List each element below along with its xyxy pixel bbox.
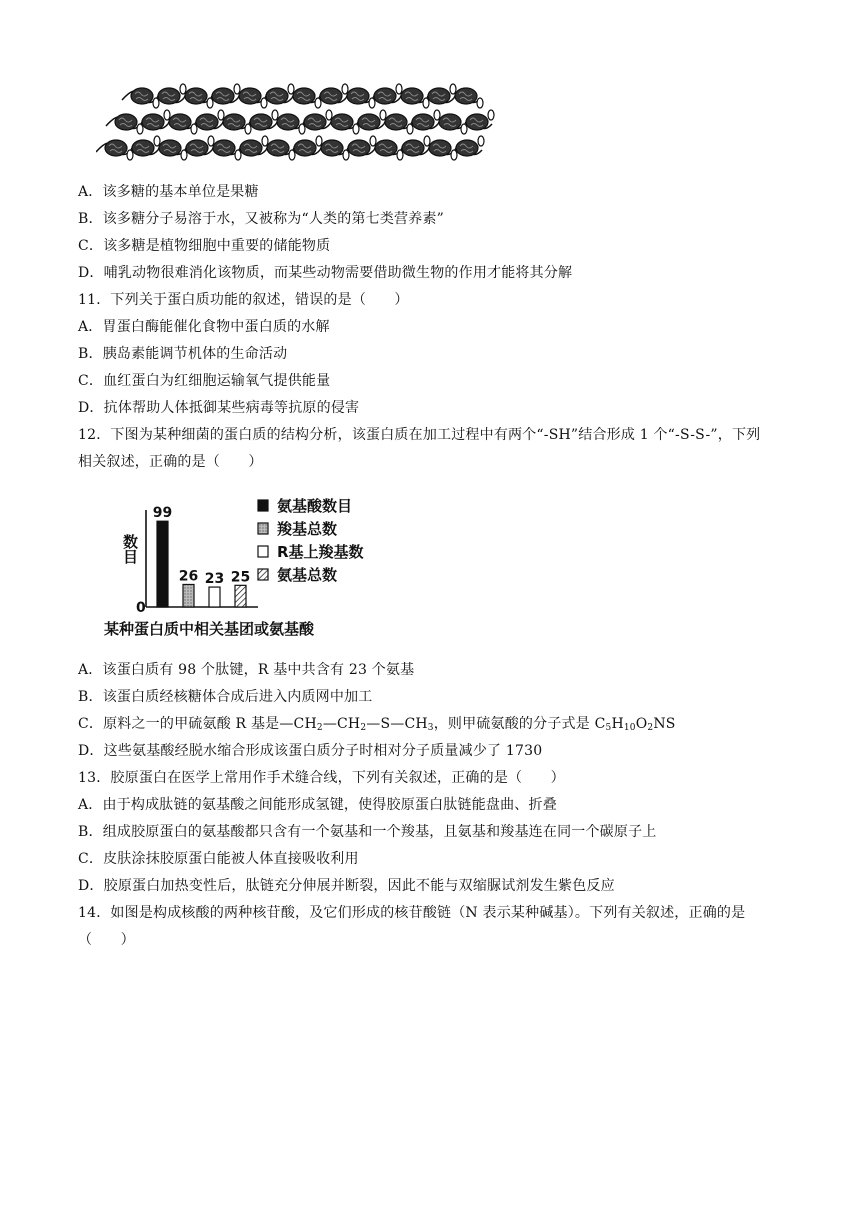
q11-option-d: D．抗体帮助人体抵御某些病毒等抗原的侵害: [78, 400, 360, 416]
glucose-unit: [223, 114, 245, 130]
legend-label-0: 氨基酸数目: [277, 497, 353, 515]
bar-1: [183, 584, 194, 607]
bar-2: [209, 587, 220, 607]
y-origin-label: 0: [136, 600, 146, 616]
linkage-oval: [478, 136, 484, 146]
y-axis-label: 数目: [121, 534, 139, 564]
glucose-unit: [293, 88, 315, 104]
glucose-unit: [304, 114, 326, 130]
linkage-oval: [234, 84, 240, 94]
q12-option-d: D．这些氨基酸经脱水缩合形成该蛋白质分子时相对分子质量减少了 1730: [78, 743, 543, 759]
linkage-oval: [380, 110, 386, 120]
bar-value-label-0: 99: [152, 505, 173, 522]
linkage-oval: [434, 110, 440, 120]
linkage-oval: [450, 84, 456, 94]
glucose-unit: [348, 140, 370, 156]
linkage-oval: [353, 124, 359, 134]
linkage-oval: [288, 84, 294, 94]
glucose-unit: [320, 88, 342, 104]
glucose-unit: [412, 114, 434, 130]
glucose-unit: [196, 114, 218, 130]
linkage-oval: [272, 110, 278, 120]
linkage-oval: [245, 124, 251, 134]
linkage-oval: [137, 124, 143, 134]
linkage-oval: [127, 150, 133, 160]
linkage-oval: [208, 136, 214, 146]
linkage-oval: [299, 124, 305, 134]
glucose-unit: [455, 88, 477, 104]
bar-value-label-3: 25: [230, 569, 251, 586]
linkage-oval: [180, 84, 186, 94]
legend-swatch-3: [258, 569, 268, 580]
glucose-unit: [212, 88, 234, 104]
linkage-oval: [343, 150, 349, 160]
linkage-oval: [289, 150, 295, 160]
glucose-unit: [374, 88, 396, 104]
glucose-unit: [186, 140, 208, 156]
glucose-unit: [439, 114, 461, 130]
q14-stem-line1: 14．如图是构成核酸的两种核苷酸，及它们形成的核苷酸链（N 表示某种碱基）。下列有关叙述，正确的是: [78, 905, 746, 921]
q13-stem: 13．胶原蛋白在医学上常用作手术缝合线，下列有关叙述，正确的是（ ）: [78, 770, 565, 786]
q13-option-b: B．组成胶原蛋白的氨基酸都只含有一个氨基和一个羧基，且氨基和羧基连在同一个碳原子上: [78, 824, 657, 840]
legend-swatch-2: [258, 546, 268, 557]
glucose-unit: [142, 114, 164, 130]
glucose-unit: [321, 140, 343, 156]
linkage-oval: [316, 136, 322, 146]
glucose-unit: [240, 140, 262, 156]
linkage-oval: [342, 84, 348, 94]
glucose-unit: [428, 88, 450, 104]
glucose-unit: [294, 140, 316, 156]
glucose-unit: [456, 140, 478, 156]
glucose-unit: [250, 114, 272, 130]
glucose-unit: [402, 140, 424, 156]
legend-label-2: R基上羧基数: [277, 543, 364, 561]
glucose-unit: [331, 114, 353, 130]
linkage-oval: [191, 124, 197, 134]
linkage-oval: [369, 98, 375, 108]
bar-3: [235, 585, 246, 607]
linkage-oval: [370, 136, 376, 146]
glucose-unit: [185, 88, 207, 104]
glucose-unit: [358, 114, 380, 130]
x-axis-label: 某种蛋白质中相关基团或氨基酸: [104, 620, 315, 638]
legend-label-3: 氨基总数: [277, 566, 338, 584]
polysaccharide-figure: [96, 68, 498, 164]
q14-stem-line2: （ ）: [78, 932, 135, 948]
glucose-unit: [115, 114, 137, 130]
bar-value-label-1: 26: [178, 568, 199, 585]
linkage-oval: [407, 124, 413, 134]
linkage-oval: [181, 150, 187, 160]
glucose-unit: [239, 88, 261, 104]
linkage-oval: [218, 110, 224, 120]
linkage-oval: [315, 98, 321, 108]
q12-option-b: B．该蛋白质经核糖体合成后进入内质网中加工: [78, 689, 373, 705]
linkage-oval: [424, 136, 430, 146]
linkage-oval: [451, 150, 457, 160]
q12-option-c: C．原料之一的甲硫氨酸 R 基是$—CH_2—CH_2—S—CH_3$，则甲硫氨酸的分子式是 $C_5H_{10}O_2NS$: [78, 716, 676, 733]
q13-option-d: D．胶原蛋白加热变性后，肽链充分伸展并断裂，因此不能与双缩脲试剂发生紫色反应: [78, 878, 615, 894]
linkage-oval: [397, 150, 403, 160]
q11-stem: 11．下列关于蛋白质功能的叙述，错误的是（ ）: [78, 292, 409, 308]
linkage-oval: [262, 136, 268, 146]
q10-option-c: C．该多糖是植物细胞中重要的储能物质: [78, 238, 331, 254]
linkage-oval: [423, 98, 429, 108]
glucose-unit: [466, 114, 488, 130]
q11-option-a: A．胃蛋白酶能催化食物中蛋白质的水解: [78, 319, 330, 335]
glucose-unit: [267, 140, 289, 156]
q11-option-b: B．胰岛素能调节机体的生命活动: [78, 346, 288, 362]
glucose-unit: [347, 88, 369, 104]
glucose-unit: [401, 88, 423, 104]
linkage-oval: [153, 98, 159, 108]
linkage-oval: [396, 84, 402, 94]
glucose-unit: [105, 140, 127, 156]
linkage-oval: [326, 110, 332, 120]
q10-option-a: A．该多糖的基本单位是果糖: [78, 184, 259, 200]
glucose-unit: [429, 140, 451, 156]
legend-label-1: 羧基总数: [277, 520, 338, 538]
glucose-unit: [169, 114, 191, 130]
glucose-unit: [385, 114, 407, 130]
legend-swatch-0: [258, 500, 268, 511]
glucose-unit: [375, 140, 397, 156]
linkage-oval: [154, 136, 160, 146]
q12-option-a: A．该蛋白质有 98 个肽键，R 基中共含有 23 个氨基: [78, 662, 415, 678]
linkage-oval: [235, 150, 241, 160]
glucose-unit: [158, 88, 180, 104]
linkage-oval: [207, 98, 213, 108]
bar-0: [157, 521, 168, 607]
legend-swatch-1: [258, 523, 268, 534]
linkage-oval: [477, 98, 483, 108]
q13-option-a: A．由于构成肽链的氨基酸之间能形成氢键，使得胶原蛋白肽链能盘曲、折叠: [78, 797, 557, 813]
glucose-unit: [213, 140, 235, 156]
q11-option-c: C．血红蛋白为红细胞运输氧气提供能量: [78, 373, 331, 389]
linkage-oval: [164, 110, 170, 120]
q12-stem-line1: 12．下图为某种细菌的蛋白质的结构分析，该蛋白质在加工过程中有两个“-SH”结合形成 1 个“-S-S-”，下列: [78, 427, 761, 443]
bar-value-label-2: 23: [204, 571, 225, 588]
q10-option-b: B．该多糖分子易溶于水，又被称为“人类的第七类营养素”: [78, 211, 445, 227]
glucose-unit: [266, 88, 288, 104]
linkage-oval: [261, 98, 267, 108]
protein-structure-bar-chart: [100, 494, 400, 644]
linkage-oval: [461, 124, 467, 134]
glucose-unit: [277, 114, 299, 130]
linkage-oval: [488, 110, 494, 120]
glucose-unit: [159, 140, 181, 156]
q10-option-d: D．哺乳动物很难消化该物质，而某些动物需要借助微生物的作用才能将其分解: [78, 265, 573, 281]
glucose-unit: [132, 140, 154, 156]
q13-option-c: C．皮肤涂抹胶原蛋白能被人体直接吸收利用: [78, 851, 359, 867]
q12-stem-line2: 相关叙述，正确的是（ ）: [78, 454, 263, 470]
glucose-unit: [131, 88, 153, 104]
